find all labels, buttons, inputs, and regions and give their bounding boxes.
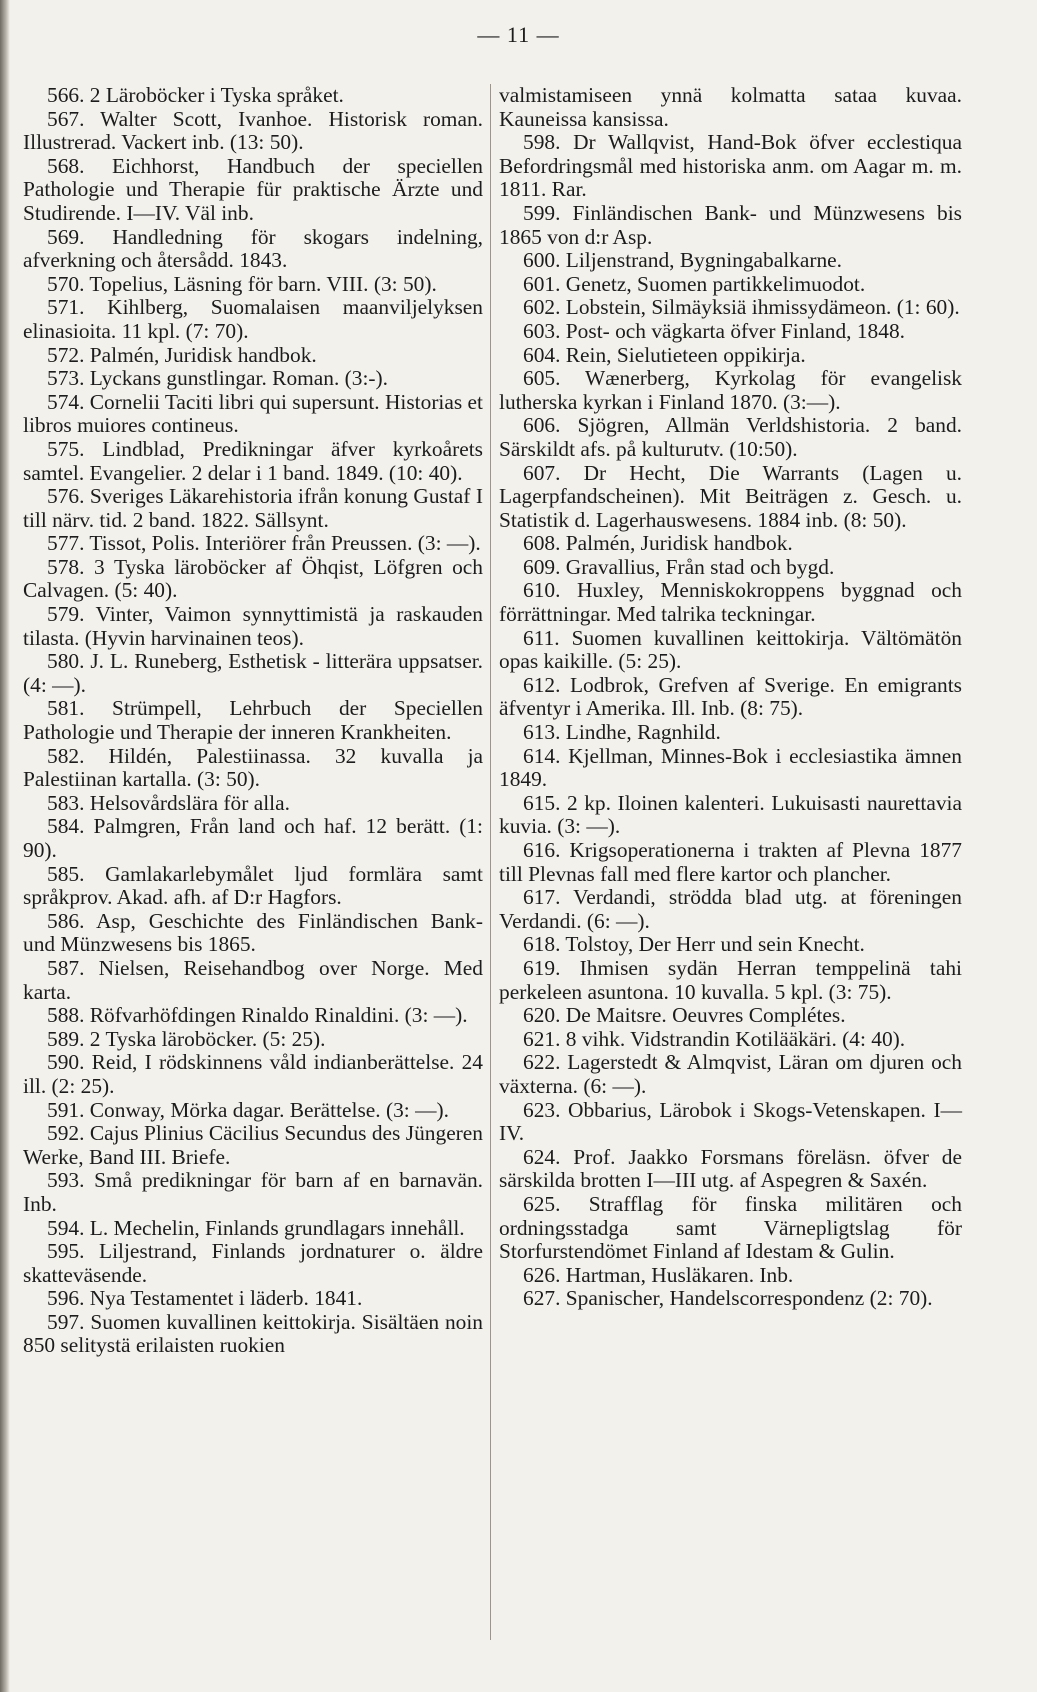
catalog-entry: 592. Cajus Plinius Cäcilius Secundus des Jüngeren Werke, Band III. Briefe. [23, 1121, 483, 1169]
catalog-entry: 571. Kihlberg, Suomalaisen maanviljelyksen elinasioita. 11 kpl. (7: 70). [23, 295, 483, 343]
catalog-entry: 582. Hildén, Palestiinassa. 32 kuvalla ja Palestiinan kartalla. (3: 50). [23, 743, 483, 792]
catalog-entry: 567. Walter Scott, Ivanhoe. Historisk roman. Illustrerad. Vackert inb. (13: 50). [23, 106, 483, 155]
catalog-entry: 599. Finländischen Bank- und Münzwesens bis 1865 von d:r Asp. [499, 200, 962, 249]
catalog-entry: 594. L. Mechelin, Finlands grundlagars innehåll. [47, 1215, 465, 1240]
catalog-entry: 601. Genetz, Suomen partikkelimuodot. [523, 271, 866, 296]
catalog-entry: 622. Lagerstedt & Almqvist, Läran om djuren och växterna. (6: —). [499, 1050, 962, 1098]
catalog-entry: 596. Nya Testamentet i läderb. 1841. [47, 1286, 363, 1311]
catalog-entry: 614. Kjellman, Minnes-Bok i ecclesiastika ämnen 1849. [499, 743, 962, 792]
catalog-entry: 604. Rein, Sielutieteen oppikirja. [523, 342, 806, 367]
catalog-entry: 627. Spanischer, Handelscorrespondenz (2: 70). [523, 1286, 933, 1311]
catalog-entry: 609. Gravallius, Från stad och bygd. [523, 554, 835, 579]
catalog-entry: 615. 2 kp. Iloinen kalenteri. Lukuisasti naurettavia kuvia. (3: —). [499, 790, 962, 839]
left-column [23, 84, 483, 1358]
catalog-entry: 617. Verdandi, strödda blad utg. at föreningen Verdandi. (6: —). [499, 885, 962, 933]
catalog-entry: 595. Liljestrand, Finlands jordnaturer o. äldre skatteväsende. [23, 1239, 483, 1287]
catalog-entry: 616. Krigsoperationerna i trakten af Plevna 1877 till Plevnas fall med flere kartor och plancher. [499, 838, 962, 886]
catalog-entry: 625. Strafflag för finska militären och ordningsstadga samt Värnepligtslag för Storfurstendömet Finland af Idestam & Gulin. [499, 1191, 962, 1264]
catalog-entry: 605. Wænerberg, Kyrkolag för evangelisk lutherska kyrkan i Finland 1870. (3:—). [499, 366, 962, 414]
catalog-entry: 584. Palmgren, Från land och haf. 12 berätt. (1: 90). [23, 814, 483, 862]
catalog-entry: 600. Liljenstrand, Bygningabalkarne. [523, 248, 843, 273]
catalog-entry: 574. Cornelii Taciti libri qui supersunt. Historias et libros muiores contineus. [23, 389, 483, 438]
catalog-entry: 603. Post- och vägkarta öfver Finland, 1848. [523, 318, 905, 343]
catalog-entry: 621. 8 vihk. Vidstrandin Kotilääkäri. (4: 40). [523, 1026, 906, 1051]
catalog-entry: 568. Eichhorst, Handbuch der speciellen Pathologie und Therapie für praktische Ärzte und Studirende. I—IV. Väl inb. [23, 153, 483, 225]
catalog-entry: 577. Tissot, Polis. Interiörer från Preussen. (3: —). [47, 531, 481, 556]
catalog-entry: 575. Lindblad, Predikningar äfver kyrkoårets samtel. Evangelier. 2 delar i 1 band. 1849. (10: 40). [23, 436, 483, 485]
catalog-entry: 572. Palmén, Juridisk handbok. [47, 342, 317, 367]
catalog-entry: 607. Dr Hecht, Die Warrants (Lagen u. Lagerpfandscheinen). Mit Beiträgen z. Gesch. u. Statistik d. Lagerhauswesens. 1884 inb. (8: 50). [499, 460, 962, 532]
catalog-entry: 611. Suomen kuvallinen keittokirja. Vältömätön opas kaikille. (5: 25). [499, 625, 962, 674]
catalog-entry: 586. Asp, Geschichte des Finländischen Bank- und Münzwesens bis 1865. [23, 908, 483, 957]
catalog-entry: 580. J. L. Runeberg, Esthetisk - litterära uppsatser. (4: —). [23, 649, 483, 697]
catalog-entry: 626. Hartman, Husläkaren. Inb. [523, 1262, 794, 1287]
catalog-entry: 590. Reid, I rödskinnens våld indianberättelse. 24 ill. (2: 25). [23, 1050, 483, 1098]
catalog-entry: 566. 2 Läroböcker i Tyska språket. [47, 83, 344, 107]
catalog-entry: 573. Lyckans gunstlingar. Roman. (3:-). [47, 366, 389, 391]
catalog-entry: 610. Huxley, Menniskokroppens byggnad och förrättningar. Med talrika teckningar. [499, 578, 962, 627]
catalog-entry: 619. Ihmisen sydän Herran temppelinä tahi perkeleen asuntona. 10 kuvalla. 5 kpl. (3: 75). [499, 955, 962, 1004]
catalog-entry: 579. Vinter, Vaimon synnyttimistä ja raskauden tilasta. (Hyvin harvinainen teos). [23, 602, 483, 650]
catalog-entry: 587. Nielsen, Reisehandbog over Norge. Med karta. [23, 955, 483, 1004]
catalog-entry: 581. Strümpell, Lehrbuch der Speciellen Pathologie und Therapie der inneren Krankheiten. [23, 696, 483, 745]
catalog-entry: 613. Lindhe, Ragnhild. [523, 720, 721, 745]
catalog-entry: 620. De Maitsre. Oeuvres Complétes. [523, 1003, 846, 1028]
catalog-entry: 598. Dr Wallqvist, Hand-Bok öfver ecclestiqua Befordringsmål med historiska anm. om Aagar m. m. 1811. Rar. [499, 130, 962, 202]
catalog-entry: 597. Suomen kuvallinen keittokirja. Sisältäen noin 850 selitystä erilaisten ruokien [23, 1309, 483, 1358]
column-divider [490, 84, 491, 1640]
catalog-entry: 612. Lodbrok, Grefven af Sverige. En emigrants äfventyr i Amerika. Ill. Inb. (8: 75). [499, 672, 962, 721]
catalog-entry-continuation: valmistamiseen ynnä kolmatta sataa kuvaa. Kauneissa kansissa. [499, 83, 962, 131]
catalog-entry: 606. Sjögren, Allmän Verldshistoria. 2 band. Särskildt afs. på kulturutv. (10:50). [499, 413, 962, 461]
catalog-entry: 583. Helsovårdslära för alla. [47, 790, 290, 815]
catalog-entry: 588. Röfvarhöfdingen Rinaldo Rinaldini. (3: —). [47, 1003, 468, 1028]
catalog-entry: 570. Topelius, Läsning för barn. VIII. (3: 50). [47, 271, 437, 296]
catalog-entry: 578. 3 Tyska läroböcker af Öhqist, Löfgren och Calvagen. (5: 40). [23, 554, 483, 603]
right-column [499, 84, 962, 1311]
catalog-entry: 576. Sveriges Läkarehistoria ifrån konung Gustaf I till närv. tid. 2 band. 1822. Sällsynt. [23, 484, 483, 532]
catalog-entry: 569. Handledning för skogars indelning, afverkning och återsådd. 1843. [23, 224, 483, 273]
catalog-entry: 623. Obbarius, Lärobok i Skogs-Vetenskapen. I—IV. [499, 1097, 962, 1146]
catalog-entry: 608. Palmén, Juridisk handbok. [523, 531, 793, 556]
catalog-entry: 591. Conway, Mörka dagar. Berättelse. (3: —). [47, 1097, 449, 1122]
page-number: — 11 — [477, 22, 560, 47]
catalog-entry: 585. Gamlakarlebymålet ljud formlära samt språkprov. Akad. afh. af D:r Hagfors. [23, 861, 483, 910]
catalog-entry: 602. Lobstein, Silmäyksiä ihmissydämeon. (1: 60). [523, 295, 960, 320]
catalog-entry: 618. Tolstoy, Der Herr und sein Knecht. [523, 932, 865, 957]
catalog-entry: 593. Små predikningar för barn af en barnavän. Inb. [23, 1168, 483, 1216]
catalog-entry: 589. 2 Tyska läroböcker. (5: 25). [47, 1026, 326, 1051]
catalog-entry: 624. Prof. Jaakko Forsmans föreläsn. öfver de särskilda brotten I—III utg. af Aspegren & Saxén. [499, 1144, 962, 1193]
page-edge-shadow [0, 0, 10, 1692]
